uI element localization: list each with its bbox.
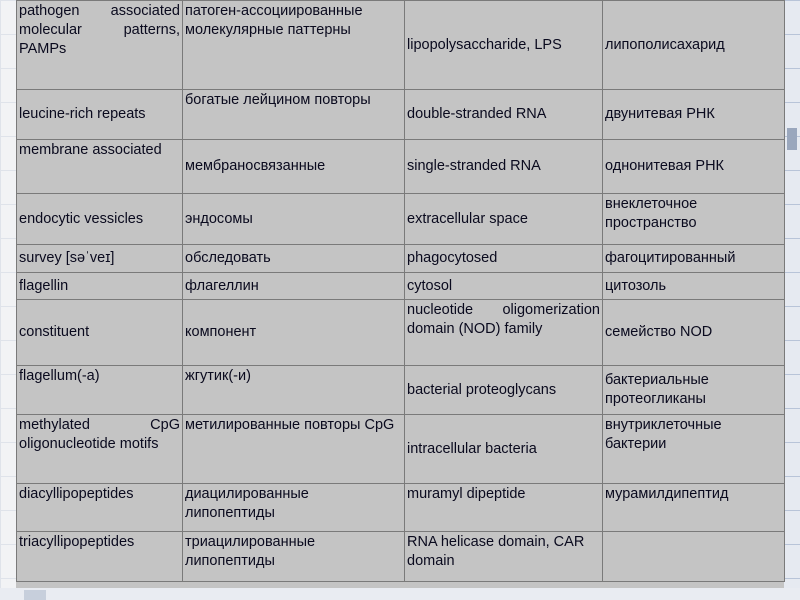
term-en: diacyllipopeptides (17, 484, 183, 532)
term-en: pathogen associated molecular patterns, PAMPs (17, 1, 183, 90)
term-ru: мембраносвязанные (183, 140, 405, 194)
glossary-table-container (16, 0, 784, 588)
term-en: methylated CpG oligonucleotide motifs (17, 415, 183, 484)
term-en: nucleotide oligomerization domain (NOD) family (405, 300, 603, 366)
term-ru: метилированные повторы CpG (183, 415, 405, 484)
term-en: survey [səˈveɪ] (17, 245, 183, 273)
bottom-marker (24, 590, 46, 600)
term-ru: двунитевая РНК (603, 90, 785, 140)
term-ru: жгутик(-и) (183, 366, 405, 415)
term-ru: бактериальные протеогликаны (603, 366, 785, 415)
term-en: flagellum(-a) (17, 366, 183, 415)
table-row (17, 273, 785, 300)
term-ru: липополисахарид (603, 1, 785, 90)
term-ru: семейство NOD (603, 300, 785, 366)
term-ru: внутриклеточные бактерии (603, 415, 785, 484)
term-ru: флагеллин (183, 273, 405, 300)
term-en: cytosol (405, 273, 603, 300)
term-en: phagocytosed (405, 245, 603, 273)
term-ru: патоген-ассоциированные молекулярные паттерны (183, 1, 405, 90)
table-row (17, 532, 785, 582)
term-en: lipopolysaccharide, LPS (405, 1, 603, 90)
term-ru: мурамилдипептид (603, 484, 785, 532)
term-en: bacterial proteoglycans (405, 366, 603, 415)
term-ru: диацилированные липопептиды (183, 484, 405, 532)
term-ru: фагоцитированный (603, 245, 785, 273)
term-en: single-stranded RNA (405, 140, 603, 194)
table-row (17, 484, 785, 532)
table-row (17, 90, 785, 140)
table-row (17, 194, 785, 245)
term-ru: обследовать (183, 245, 405, 273)
term-en: RNA helicase domain, CAR domain (405, 532, 603, 582)
term-ru: эндосомы (183, 194, 405, 245)
table-row (17, 415, 785, 484)
table-row (17, 245, 785, 273)
term-ru: компонент (183, 300, 405, 366)
term-ru: внеклеточное пространство (603, 194, 785, 245)
term-ru: однонитевая РНК (603, 140, 785, 194)
table-row (17, 140, 785, 194)
term-en: muramyl dipeptide (405, 484, 603, 532)
table-row (17, 300, 785, 366)
term-en: double-stranded RNA (405, 90, 603, 140)
scroll-marker (787, 128, 797, 150)
slide-bottom-edge (0, 588, 800, 600)
term-en: intracellular bacteria (405, 415, 603, 484)
glossary-table (16, 0, 785, 582)
term-en: extracellular space (405, 194, 603, 245)
term-en: leucine-rich repeats (17, 90, 183, 140)
term-ru: цитозоль (603, 273, 785, 300)
term-ru (603, 532, 785, 582)
term-en: triacyllipopeptides (17, 532, 183, 582)
term-en: membrane associated (17, 140, 183, 194)
term-en: endocytic vessicles (17, 194, 183, 245)
term-ru: триацилированные липопептиды (183, 532, 405, 582)
term-ru: богатые лейцином повторы (183, 90, 405, 140)
table-row (17, 366, 785, 415)
table-row (17, 1, 785, 90)
term-en: constituent (17, 300, 183, 366)
term-en: flagellin (17, 273, 183, 300)
slide-right-edge (784, 0, 800, 600)
